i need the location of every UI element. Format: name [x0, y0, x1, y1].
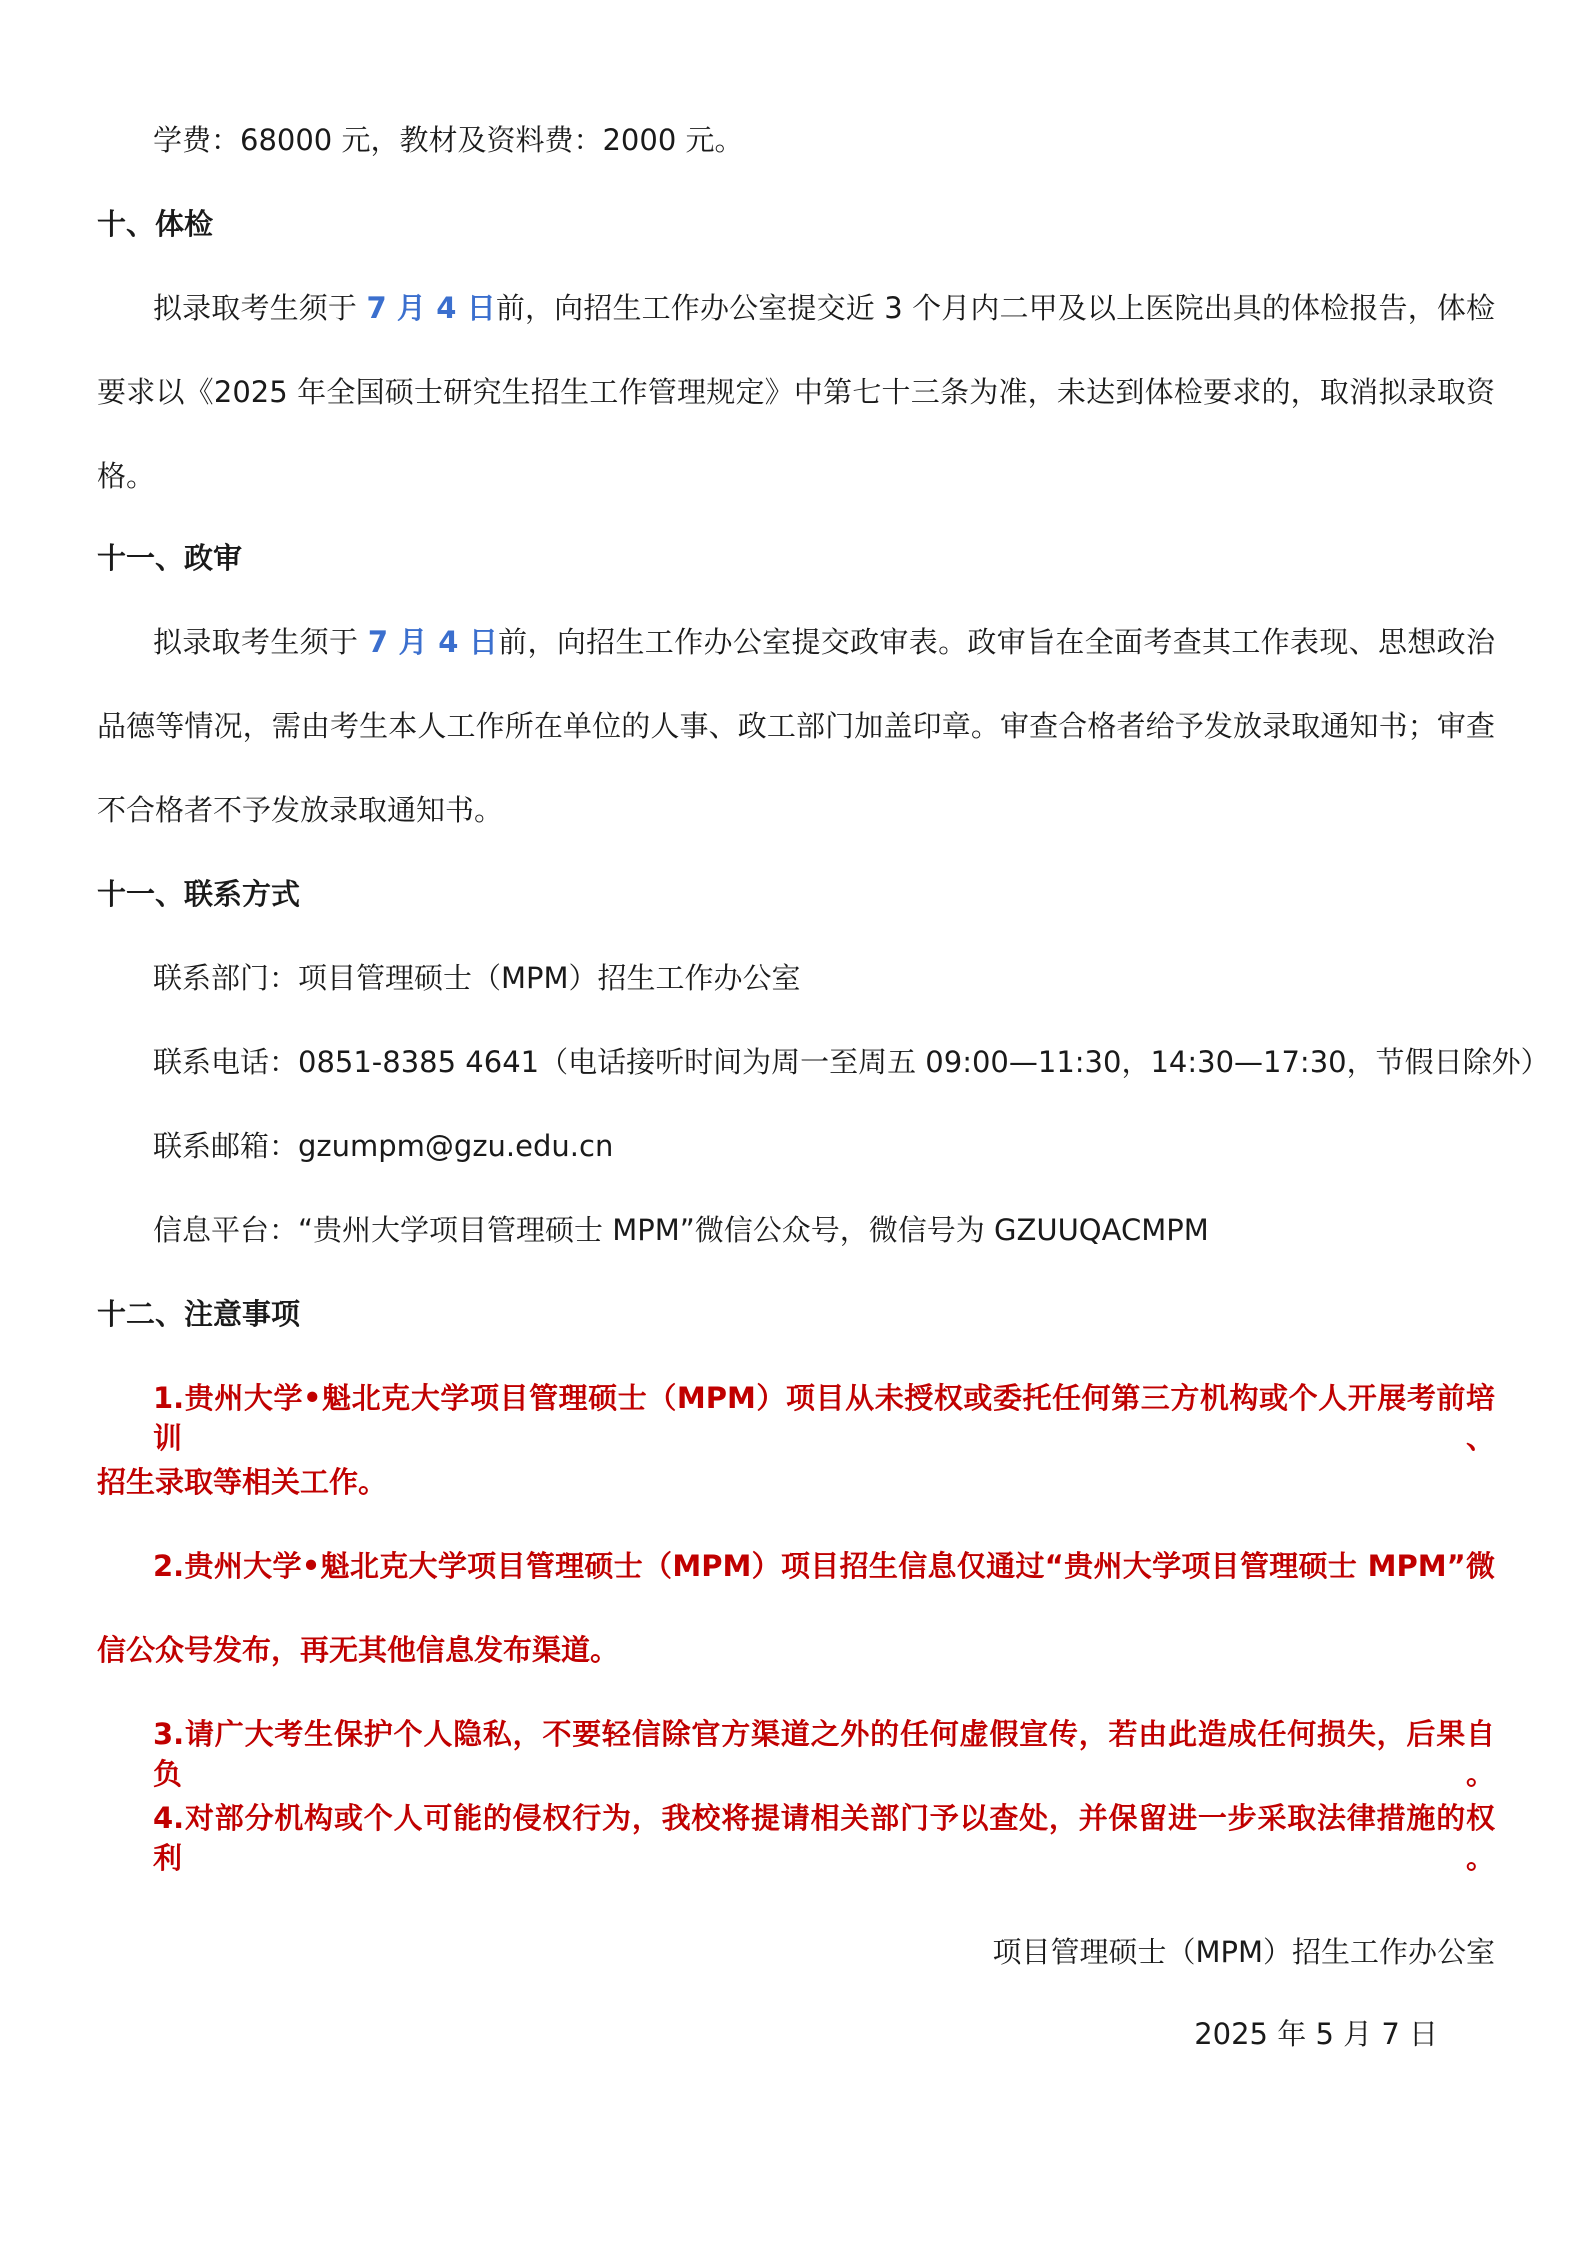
contact-email: 联系邮箱：gzumpm@gzu.edu.cn — [153, 1129, 614, 1163]
notice-item-2-line-1: 2.贵州大学•魁北克大学项目管理硕士（MPM）项目招生信息仅通过“贵州大学项目管理硕士 MPM”微 — [153, 1549, 1495, 1583]
heading-political-review: 十一、政审 — [97, 541, 243, 575]
physical-exam-paragraph-line-1 — [153, 288, 1495, 328]
political-review-prefix: 拟录取考生须于 — [153, 625, 368, 659]
contact-department: 联系部门：项目管理硕士（MPM）招生工作办公室 — [153, 961, 801, 995]
notice-item-1-line-2: 招生录取等相关工作。 — [97, 1465, 388, 1499]
signature-date: 2025 年 5 月 7 日 — [1194, 2017, 1438, 2051]
physical-exam-paragraph-line-3: 格。 — [97, 459, 156, 493]
physical-exam-deadline: 7 月 4 日 — [366, 291, 496, 325]
political-review-paragraph-line-1 — [153, 622, 1495, 662]
contact-phone: 联系电话：0851-8385 4641（电话接听时间为周一至周五 09:00—11:30，14:30—17:30，节假日除外） — [153, 1045, 1550, 1079]
notice-item-1-line-1: 1.贵州大学•魁北克大学项目管理硕士（MPM）项目从未授权或委托任何第三方机构或个人开展考前培训、 — [153, 1381, 1495, 1455]
heading-physical-exam: 十、体检 — [97, 207, 214, 241]
notice-item-3: 3.请广大考生保护个人隐私，不要轻信除官方渠道之外的任何虚假宣传，若由此造成任何损失，后果自负。 — [153, 1717, 1495, 1791]
physical-exam-prefix: 拟录取考生须于 — [153, 291, 367, 325]
fees-text: 学费：68000 元，教材及资料费：2000 元。 — [153, 123, 744, 157]
contact-platform: 信息平台：“贵州大学项目管理硕士 MPM”微信公众号，微信号为 GZUUQACMPM — [153, 1213, 1209, 1247]
political-review-paragraph-line-3: 不合格者不予发放录取通知书。 — [97, 793, 504, 827]
heading-contact: 十一、联系方式 — [97, 877, 301, 911]
notice-item-2-line-2: 信公众号发布，再无其他信息发布渠道。 — [97, 1633, 620, 1667]
political-review-deadline: 7 月 4 日 — [367, 625, 499, 659]
signature-office: 项目管理硕士（MPM）招生工作办公室 — [992, 1935, 1495, 1969]
heading-notice: 十二、注意事项 — [97, 1297, 301, 1331]
notice-item-4: 4.对部分机构或个人可能的侵权行为，我校将提请相关部门予以查处，并保留进一步采取法律措施的权利。 — [153, 1801, 1495, 1875]
political-review-paragraph-line-2: 品德等情况，需由考生本人工作所在单位的人事、政工部门加盖印章。审查合格者给予发放录取通知书；审查 — [97, 709, 1495, 743]
political-review-suffix: 前，向招生工作办公室提交政审表。政审旨在全面考查其工作表现、思想政治 — [498, 625, 1495, 659]
physical-exam-suffix: 前，向招生工作办公室提交近 3 个月内二甲及以上医院出具的体检报告，体检 — [495, 291, 1495, 325]
physical-exam-paragraph-line-2: 要求以《2025 年全国硕士研究生招生工作管理规定》中第七十三条为准，未达到体检要求的，取消拟录取资 — [97, 375, 1495, 409]
